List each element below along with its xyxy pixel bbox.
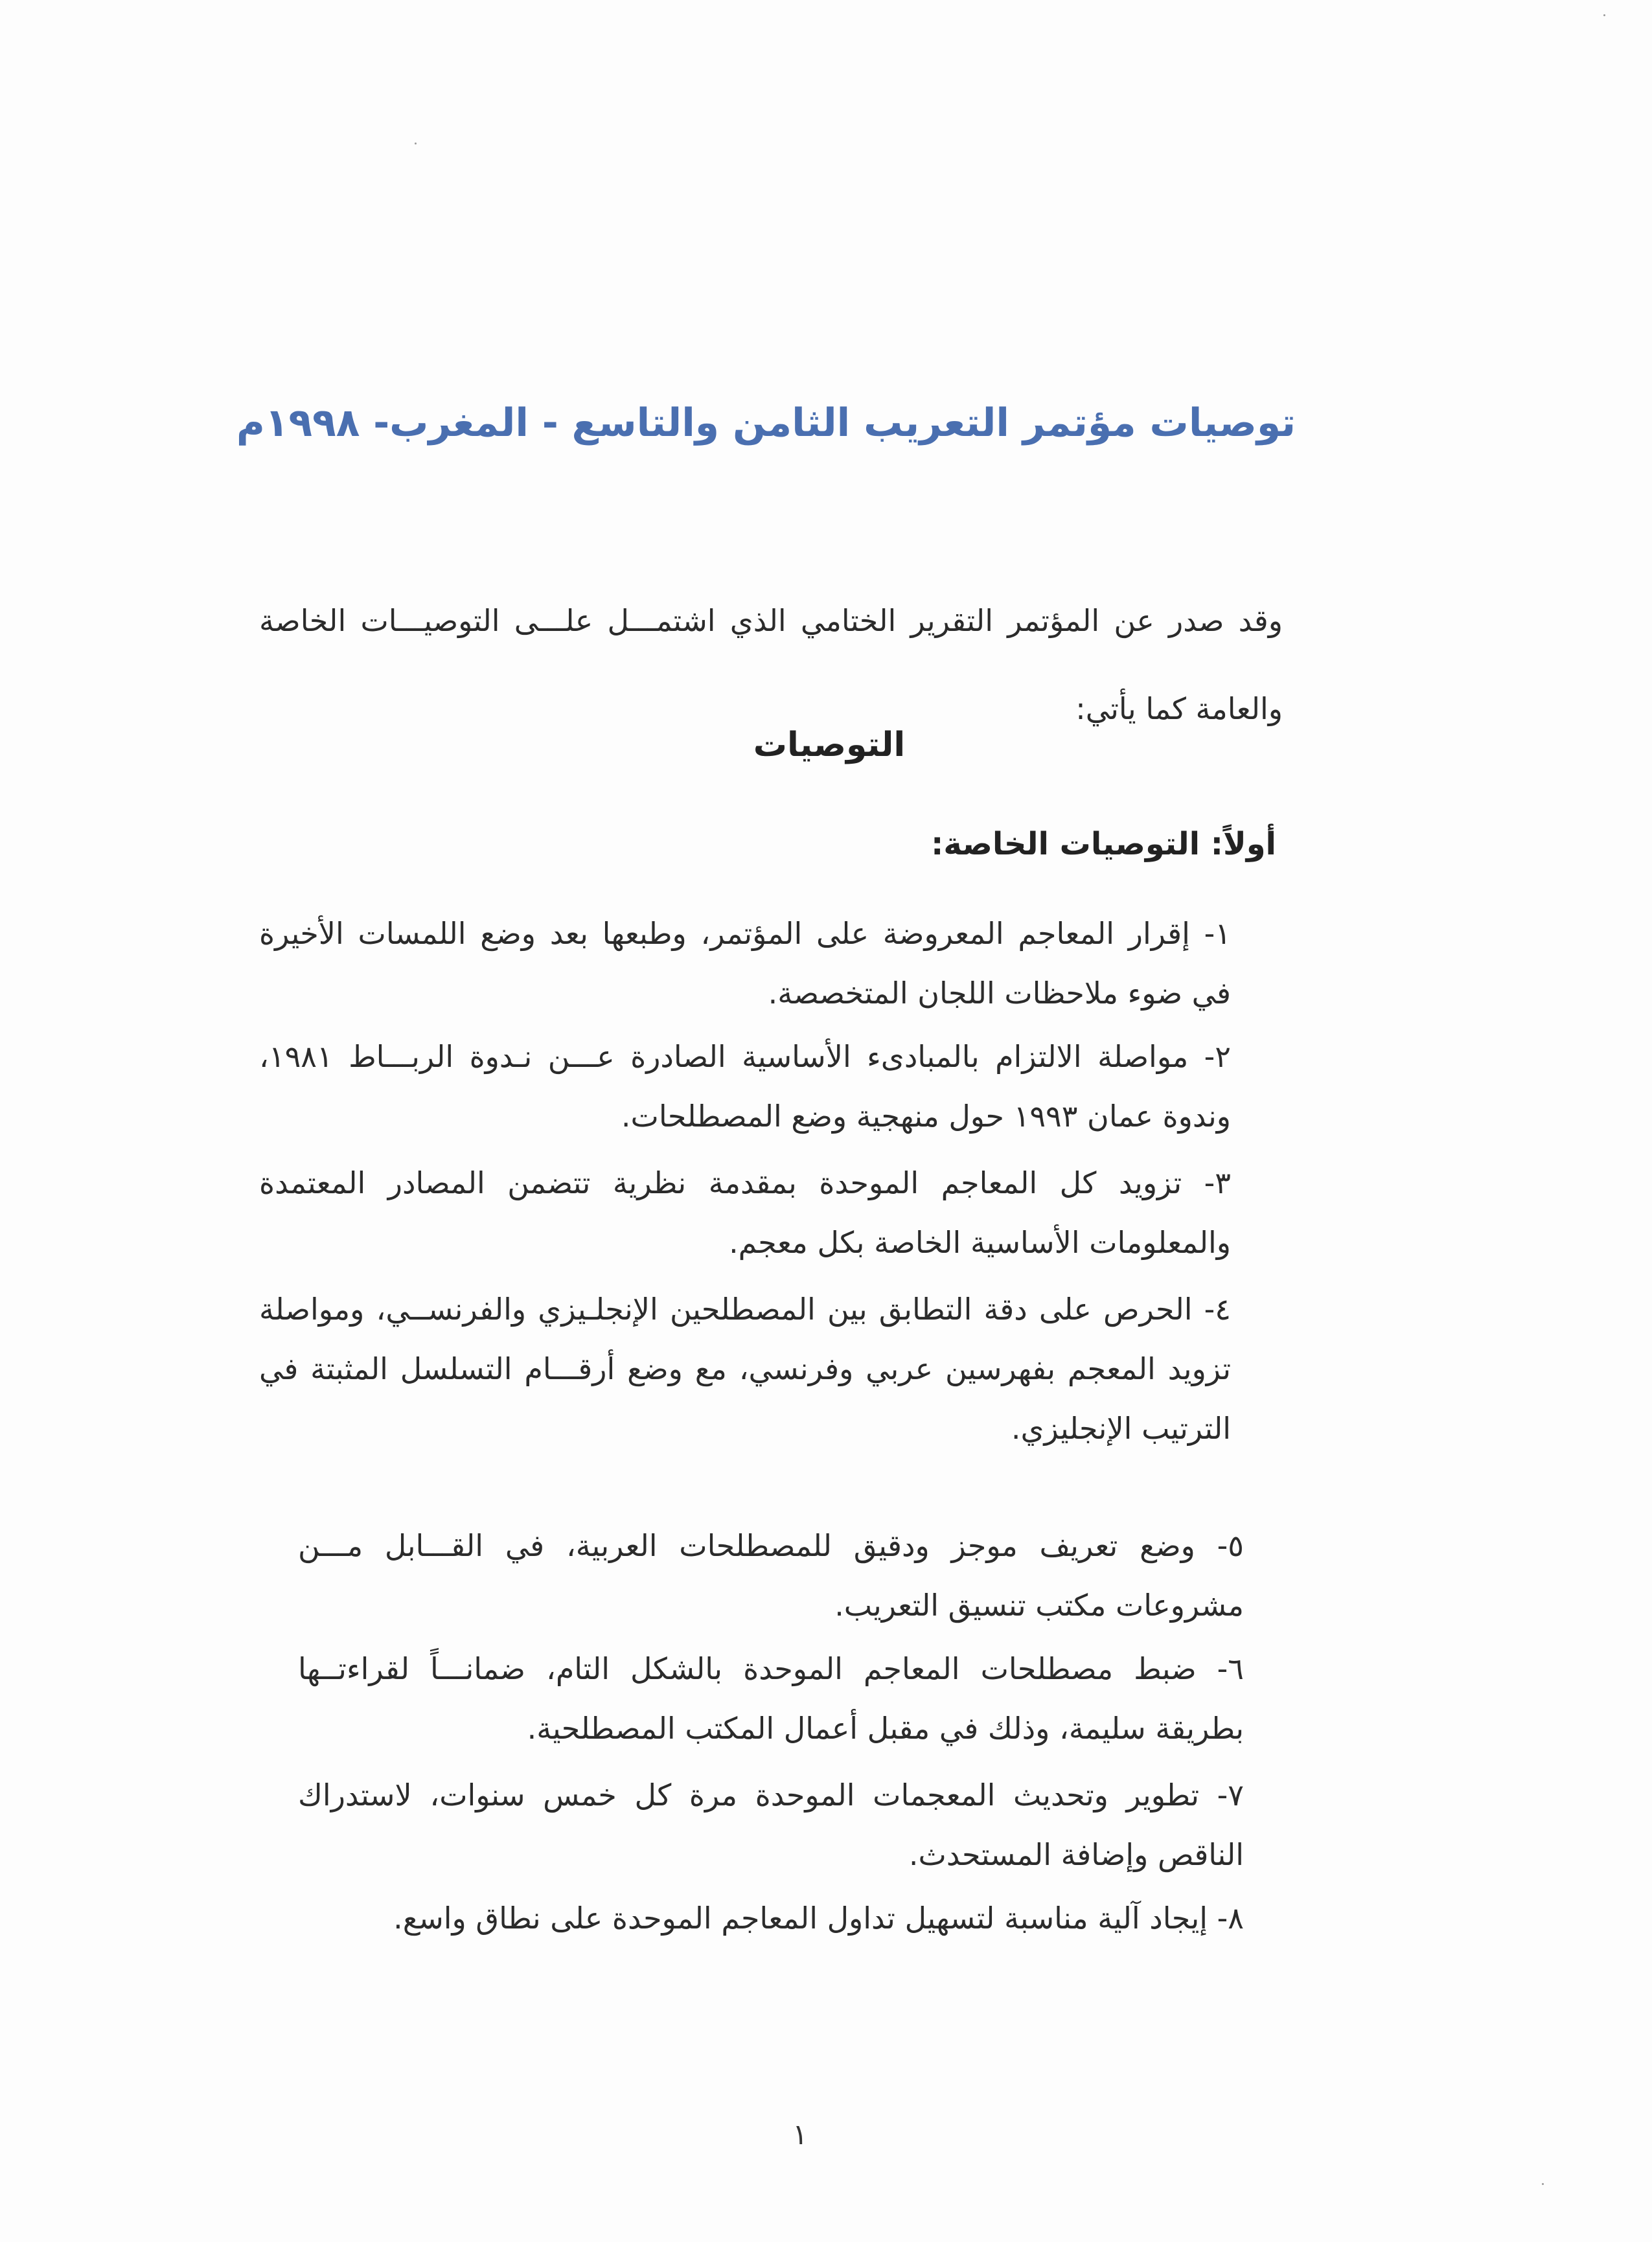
list-item-2: ٢- مواصلة الالتزام بالمبادىء الأساسية الصادرة عـــن نـدوة الربـــاط ١٩٨١، وندوة عمان ١٩٩٣ حول منهجية وضع المصطلحات. bbox=[259, 1039, 1231, 1134]
sub-heading: أولاً: التوصيات الخاصة: bbox=[931, 826, 1276, 862]
list-item-8: ٨- إيجاد آلية مناسبة لتسهيل تداول المعاجم الموحدة على نطاق واسع. bbox=[393, 1901, 1244, 1936]
list-item-7: ٧- تطوير وتحديث المعجمات الموحدة مرة كل خمس سنوات، لاستدراك الناقص وإضافة المستحدث. bbox=[298, 1778, 1244, 1872]
list-item-1: ١- إقرار المعاجم المعروضة على المؤتمر، وطبعها بعد وضع اللمسات الأخيرة في ضوء ملاحظات اللجان المتخصصة. bbox=[259, 916, 1231, 1011]
list-item-4: ٤- الحرص على دقة التطابق بين المصطلحين الإنجلـيزي والفرنســي، ومواصلة تزويد المعجم بفهرسين عربي وفرنسي، مع وضع أرقـــام التسلسل المثبتة في الترتيب الإنجليزي. bbox=[259, 1292, 1231, 1446]
page-title: توصيات مؤتمر التعريب الثامن والتاسع - المغرب- ١٩٩٨م bbox=[236, 400, 1296, 446]
list-item-3: ٣- تزويد كل المعاجم الموحدة بمقدمة نظرية تتضمن المصادر المعتمدة والمعلومات الأساسية الخاصة بكل معجم. bbox=[259, 1165, 1231, 1260]
list-item-6: ٦- ضبط مصطلحات المعاجم الموحدة بالشكل التام، ضمانـــاً لقراءتــها بطريقة سليمة، وذلك في مقبل أعمال المكتب المصطلحية. bbox=[298, 1651, 1244, 1746]
section-heading: التوصيات bbox=[753, 726, 906, 764]
list-item-5: ٥- وضع تعريف موجز ودقيق للمصطلحات العربية، في القـــابل مـــن مشروعات مكتب تنسيق التعريب. bbox=[298, 1528, 1244, 1623]
page-number: ١ bbox=[792, 2118, 808, 2151]
scan-speck bbox=[1542, 2183, 1544, 2185]
intro-paragraph: وقد صدر عن المؤتمر التقرير الختامي الذي اشتمـــل علـــى التوصيـــات الخاصة والعامة كما يأتي: bbox=[259, 603, 1283, 726]
scan-speck bbox=[1603, 14, 1605, 16]
scan-speck bbox=[415, 143, 417, 144]
